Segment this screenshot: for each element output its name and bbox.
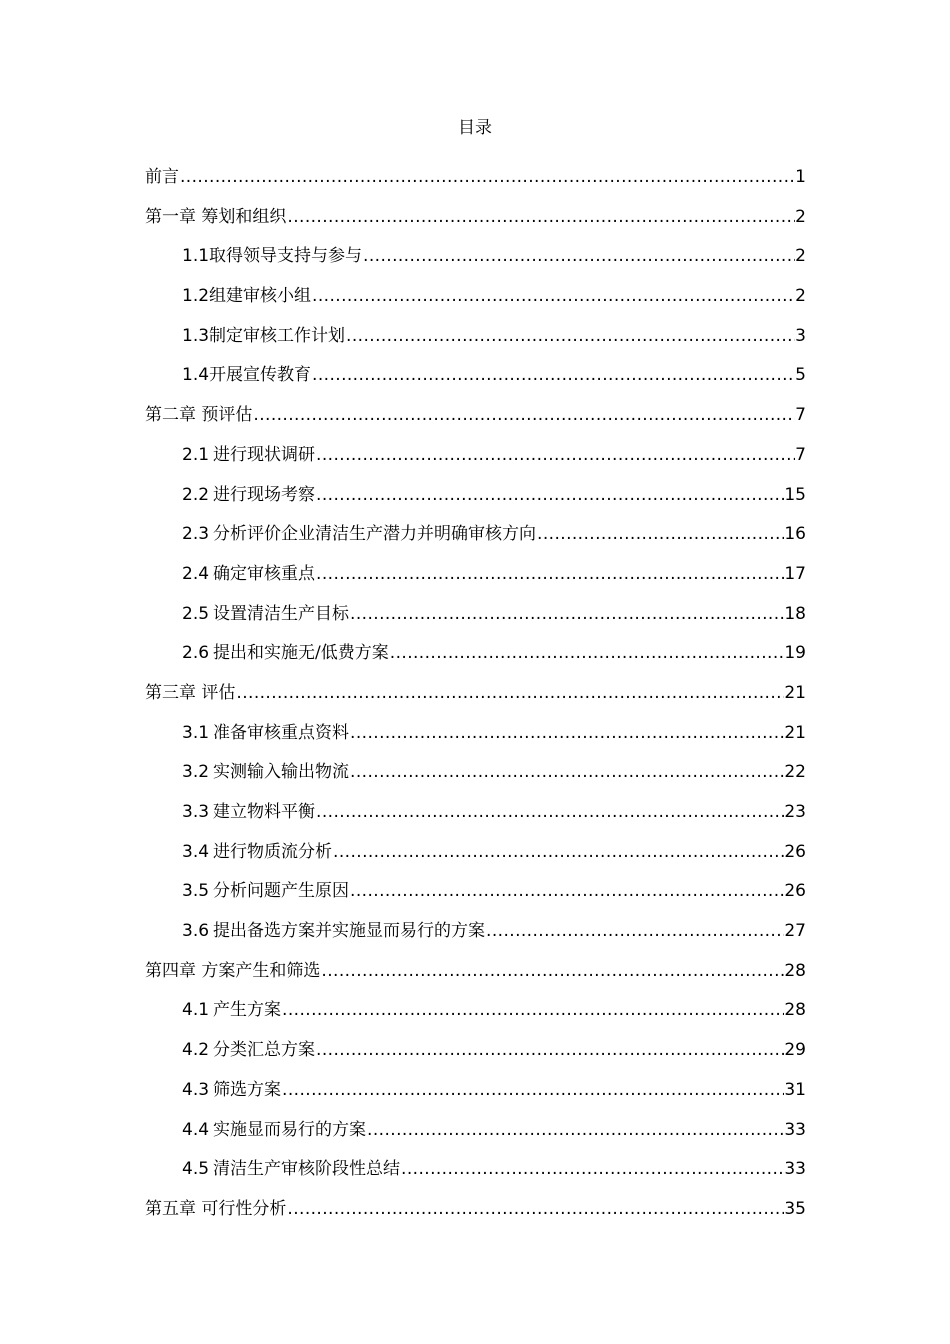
toc-entry-label: 分析问题产生原因 (213, 881, 350, 902)
toc-dot-leader (311, 281, 795, 311)
toc-page-number: 26 (784, 841, 806, 862)
toc-page-number: 26 (784, 881, 806, 902)
toc-page-number: 33 (784, 1159, 806, 1180)
toc-dot-leader (485, 916, 784, 946)
toc-dot-leader (315, 559, 784, 589)
toc-entry-label: 实测输入输出物流 (213, 762, 350, 783)
toc-entry[interactable] (145, 360, 806, 400)
toc-dot-leader (362, 241, 795, 271)
toc-dot-leader (179, 162, 795, 192)
toc-entry-label: 分析评价企业清洁生产潜力并明确审核方向 (213, 524, 537, 545)
toc-dot-leader (349, 718, 784, 748)
toc-page-number: 2 (795, 246, 806, 267)
toc-entry-label: 进行物质流分析 (213, 841, 333, 862)
toc-dot-leader (315, 480, 784, 510)
toc-entry[interactable] (145, 1115, 806, 1155)
toc-dot-leader (315, 797, 784, 827)
toc-page-number: 2 (795, 286, 806, 307)
toc-dot-leader (235, 678, 784, 708)
toc-dot-leader (536, 519, 784, 549)
toc-entry-label: 设置清洁生产目标 (213, 603, 350, 624)
toc-entry-number: 1.2 (182, 286, 210, 307)
toc-title: 目录 (458, 118, 492, 138)
toc-entry[interactable] (145, 718, 806, 758)
toc-entry[interactable] (145, 876, 806, 916)
toc-entry-label: 清洁生产审核阶段性总结 (213, 1159, 401, 1180)
toc-dot-leader (315, 1035, 784, 1065)
toc-dot-leader (366, 1115, 784, 1145)
toc-page-number: 16 (784, 524, 806, 545)
toc-entry[interactable] (145, 559, 806, 599)
toc-entry[interactable] (145, 400, 806, 440)
toc-dot-leader (252, 400, 795, 430)
toc-page-number: 3 (795, 325, 806, 346)
toc-entry-number: 2.3 (182, 524, 210, 545)
toc-entry[interactable] (145, 519, 806, 559)
toc-entry[interactable] (145, 599, 806, 639)
toc-entry-number: 3.5 (182, 881, 210, 902)
toc-entry[interactable] (145, 202, 806, 242)
toc-entry-label: 第三章 评估 (145, 682, 236, 703)
toc-page-number: 23 (784, 802, 806, 822)
toc-entry[interactable] (145, 1154, 806, 1194)
toc-page-number: 5 (795, 365, 806, 386)
toc-entry-number: 4.2 (182, 1040, 210, 1061)
toc-entry[interactable] (145, 956, 806, 996)
toc-entry[interactable] (145, 916, 806, 956)
toc-entry[interactable] (145, 757, 806, 797)
toc-entry[interactable] (145, 241, 806, 281)
toc-entry-label: 制定审核工作计划 (209, 325, 346, 346)
toc-entry-number: 4.3 (182, 1079, 210, 1100)
toc-entry-number: 3.2 (182, 762, 210, 783)
toc-entry-label: 实施显而易行的方案 (213, 1119, 367, 1140)
toc-entry-label: 第一章 筹划和组织 (145, 206, 287, 227)
toc-dot-leader (286, 1194, 784, 1224)
toc-entry-label: 建立物料平衡 (213, 802, 316, 822)
toc-page-number: 2 (795, 206, 806, 227)
toc-entry-number: 1.4 (182, 365, 210, 386)
toc-page-number: 33 (784, 1119, 806, 1140)
toc-entry[interactable] (145, 638, 806, 678)
toc-entry-label: 提出和实施无/低费方案 (213, 643, 389, 664)
toc-dot-leader (281, 1075, 784, 1105)
toc-page-number: 29 (784, 1040, 806, 1061)
toc-entry-label: 取得领导支持与参与 (209, 246, 363, 267)
toc-dot-leader (389, 638, 785, 668)
toc-entry-number: 3.3 (182, 802, 210, 822)
toc-page-number: 28 (784, 960, 806, 981)
toc-entry-number: 2.2 (182, 484, 210, 505)
toc-dot-leader (286, 202, 795, 232)
toc-entry-number: 4.1 (182, 1000, 210, 1021)
toc-entry-number: 3.1 (182, 722, 210, 743)
toc-entry-label: 进行现状调研 (213, 444, 316, 465)
toc-dot-leader (349, 599, 784, 629)
toc-page-number: 18 (784, 603, 806, 624)
toc-page-number: 19 (784, 643, 806, 664)
toc-entry[interactable] (145, 162, 806, 202)
toc-dot-leader (345, 321, 795, 351)
toc-page-number: 28 (784, 1000, 806, 1021)
toc-entry-number: 4.5 (182, 1159, 210, 1180)
toc-entry[interactable] (145, 321, 806, 361)
toc-entry-number: 3.4 (182, 841, 210, 862)
toc-entry[interactable] (145, 480, 806, 520)
toc-page-number: 21 (784, 722, 806, 743)
toc-page-number: 21 (784, 682, 806, 703)
toc-entry-number: 2.6 (182, 643, 210, 664)
toc-page-number: 27 (784, 921, 806, 942)
toc-entry-number: 3.6 (182, 921, 210, 942)
toc-entry-label: 组建审核小组 (209, 286, 312, 307)
toc-entry-label: 前言 (145, 167, 179, 187)
toc-entry[interactable] (145, 1194, 806, 1234)
toc-page-number: 7 (795, 444, 806, 465)
toc-page-number: 35 (784, 1198, 806, 1219)
toc-entry-label: 第五章 可行性分析 (145, 1198, 287, 1219)
toc-entry-label: 第四章 方案产生和筛选 (145, 960, 321, 981)
toc-entry-number: 1.3 (182, 325, 210, 346)
toc-dot-leader (320, 956, 784, 986)
toc-entry[interactable] (145, 440, 806, 480)
toc-entry[interactable] (145, 995, 806, 1035)
toc-page-number: 1 (795, 167, 806, 187)
toc-dot-leader (400, 1154, 784, 1184)
toc-entry[interactable] (145, 1035, 806, 1075)
toc-dot-leader (349, 876, 784, 906)
toc-dot-leader (332, 837, 784, 867)
toc-dot-leader (281, 995, 784, 1025)
toc-page-number: 7 (795, 405, 806, 426)
toc-entry-label: 准备审核重点资料 (213, 722, 350, 743)
toc-entry[interactable] (145, 837, 806, 877)
toc-entry[interactable] (145, 678, 806, 718)
toc-entry[interactable] (145, 1075, 806, 1115)
toc-page-number: 17 (784, 563, 806, 584)
toc-entry-number: 2.1 (182, 444, 210, 465)
toc-entry-label: 筛选方案 (213, 1079, 282, 1100)
toc-dot-leader (349, 757, 784, 787)
toc-page-number: 31 (784, 1079, 806, 1100)
toc-entry-label: 开展宣传教育 (209, 365, 312, 386)
toc-dot-leader (311, 360, 795, 390)
toc-page-number: 15 (784, 484, 806, 505)
toc-entry-number: 4.4 (182, 1119, 210, 1140)
toc-dot-leader (315, 440, 795, 470)
toc-entry[interactable] (145, 281, 806, 321)
toc-entry-label: 产生方案 (213, 1000, 282, 1021)
toc-entry-number: 2.5 (182, 603, 210, 624)
toc-entry-label: 提出备选方案并实施显而易行的方案 (213, 921, 486, 942)
toc-entry-number: 2.4 (182, 563, 210, 584)
toc-entry-label: 进行现场考察 (213, 484, 316, 505)
toc-list (145, 162, 806, 1234)
toc-entry-label: 第二章 预评估 (145, 405, 253, 426)
toc-page-number: 22 (784, 762, 806, 783)
toc-entry-number: 1.1 (182, 246, 210, 267)
toc-entry[interactable] (145, 797, 806, 837)
toc-entry-label: 分类汇总方案 (213, 1040, 316, 1061)
toc-entry-label: 确定审核重点 (213, 563, 316, 584)
